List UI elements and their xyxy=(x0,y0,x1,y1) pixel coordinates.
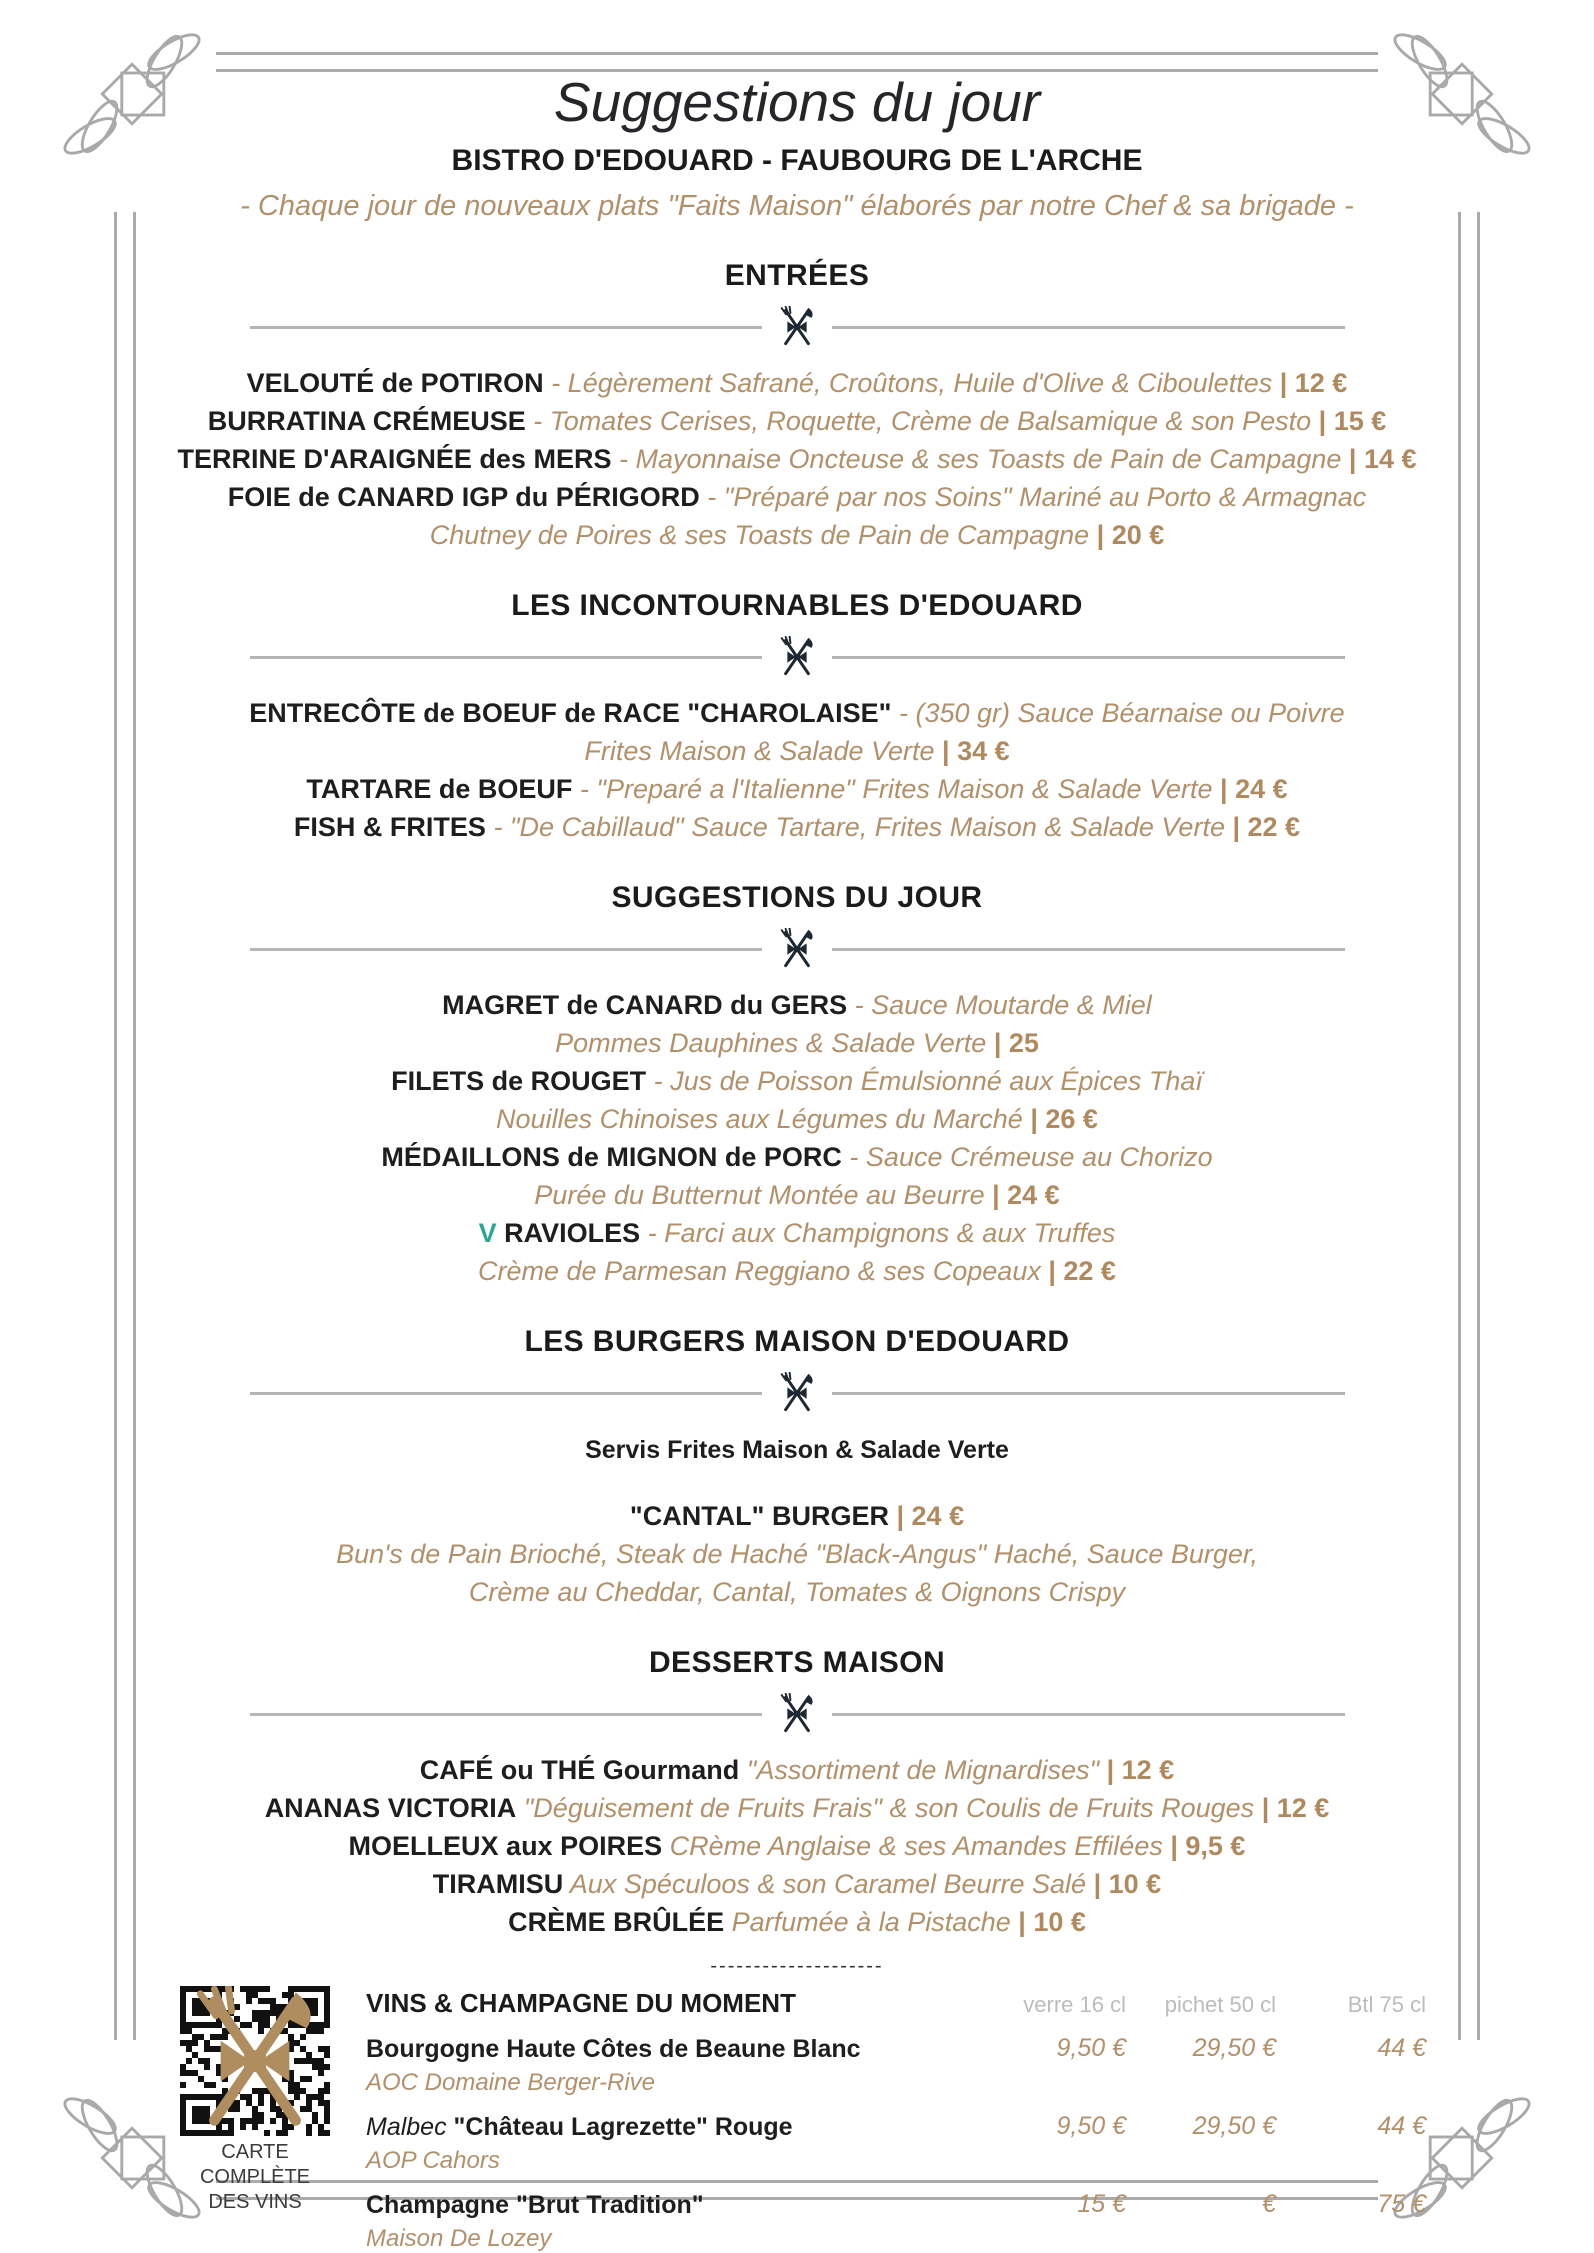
menu-item-line xyxy=(150,1430,1444,1469)
menu-text-segment: FILETS de ROUGET xyxy=(391,1066,647,1096)
wine-column-headers xyxy=(976,1992,1426,2018)
menu-text-segment: | 9,5 € xyxy=(1162,1831,1246,1861)
wine-prices xyxy=(976,2190,1426,2253)
menu-text-segment: - "Préparé par nos Soins" Mariné au Porto & Armagnac xyxy=(699,482,1367,512)
menu-item-line xyxy=(150,1751,1444,1789)
wine-price: 75 € xyxy=(1377,2190,1426,2218)
section-heading: ENTRÉES xyxy=(724,259,870,292)
menu-text-segment: Chutney de Poires & ses Toasts de Pain de Campagne xyxy=(429,520,1090,550)
menu-text-segment: MAGRET de CANARD du GERS xyxy=(442,990,848,1020)
menu-text-segment: | 26 € xyxy=(1022,1104,1098,1134)
qr-caption xyxy=(174,2140,336,2215)
menu-text-segment: Pommes Dauphines & Salade Verte xyxy=(555,1028,987,1058)
menu-section xyxy=(150,1645,1444,1941)
menu-text-segment: VELOUTÉ de POTIRON xyxy=(246,368,544,398)
wine-price: 29,50 € xyxy=(1192,2034,1276,2062)
menu-item-line xyxy=(150,1024,1444,1062)
section-divider xyxy=(250,1370,1345,1416)
menu-text-segment: ENTRECÔTE de BOEUF de RACE "CHAROLAISE" xyxy=(249,698,892,728)
section-heading: DESSERTS MAISON xyxy=(648,1646,946,1679)
menu-item-line xyxy=(150,1252,1444,1290)
menu-text-segment: - "De Cabillaud" Sauce Tartare, Frites Maison & Salade Verte xyxy=(485,812,1225,842)
crossed-cutlery-icon xyxy=(776,636,818,678)
menu-text-segment: CRÈME BRÛLÉE xyxy=(508,1907,725,1937)
crossed-cutlery-icon xyxy=(776,1372,818,1414)
page-title: Suggestions du jour xyxy=(553,71,1041,133)
menu-text-segment: MÉDAILLONS de MIGNON de PORC xyxy=(381,1142,842,1172)
menu-item-segments xyxy=(249,698,1344,728)
menu-item-segments xyxy=(585,1434,1009,1464)
menu-text-segment: Crème de Parmesan Reggiano & ses Copeaux xyxy=(478,1256,1041,1286)
menu-item-line xyxy=(150,1573,1444,1611)
section-heading: LES INCONTOURNABLES D'EDOUARD xyxy=(511,589,1083,622)
menu-text-segment: | 14 € xyxy=(1341,444,1417,474)
wine-appellation: AOP Cahors xyxy=(366,2147,500,2174)
wine-price: 15 € xyxy=(1077,2190,1126,2218)
menu-text-segment: | 34 € xyxy=(934,736,1010,766)
menu-item-segments xyxy=(306,774,1287,804)
wine-price: 9,50 € xyxy=(1056,2112,1126,2140)
menu-item-segments xyxy=(478,1256,1116,1286)
menu-item-line xyxy=(150,770,1444,808)
separator-dashes: -------------------- xyxy=(710,1955,884,1977)
wine-info xyxy=(366,2034,976,2097)
wine-column-header: pichet 50 cl xyxy=(1164,1992,1276,2017)
menu-text-segment: | 24 € xyxy=(1212,774,1288,804)
menu-text-segment: TARTARE de BOEUF xyxy=(306,774,573,804)
menu-item-segments xyxy=(228,482,1367,512)
menu-text-segment: | 12 € xyxy=(1254,1793,1330,1823)
menu-item-line xyxy=(150,1138,1444,1176)
wine-row xyxy=(366,2112,1426,2175)
menu-item-line xyxy=(150,986,1444,1024)
menu-item-segments xyxy=(391,1066,1203,1096)
qr-cutlery-logo-icon xyxy=(180,1986,330,2136)
menu-text-segment: Bun's de Pain Brioché, Steak de Haché "Black-Angus" Haché, Sauce Burger, xyxy=(336,1539,1258,1569)
wine-column-header: Btl 75 cl xyxy=(1347,1992,1426,2017)
menu-text-segment: - Mayonnaise Oncteuse & ses Toasts de Pain de Campagne xyxy=(611,444,1342,474)
menu-item-line xyxy=(150,732,1444,770)
section-divider xyxy=(250,304,1345,350)
menu-item-segments xyxy=(433,1869,1161,1899)
menu-text-segment: - Légèrement Safrané, Croûtons, Huile d'Olive & Ciboulettes xyxy=(543,368,1273,398)
menu-item-line xyxy=(150,1903,1444,1941)
menu-item-segments xyxy=(508,1907,1086,1937)
menu-text-segment: BURRATINA CRÉMEUSE xyxy=(207,406,526,436)
menu-text-segment: Frites Maison & Salade Verte xyxy=(584,736,935,766)
section-items xyxy=(150,1751,1444,1941)
menu-text-segment: CRème Anglaise & ses Amandes Effilées xyxy=(662,1831,1163,1861)
divider-line xyxy=(250,1392,763,1395)
menu-text-segment: Crème au Cheddar, Cantal, Tomates & Oignons Crispy xyxy=(468,1577,1126,1607)
menu-item-line xyxy=(150,1100,1444,1138)
section-divider xyxy=(250,926,1345,972)
menu-section xyxy=(150,880,1444,1290)
menu-text-segment: MOELLEUX aux POIRES xyxy=(348,1831,663,1861)
wine-row xyxy=(366,2190,1426,2253)
section-divider xyxy=(250,634,1345,680)
menu-section xyxy=(150,1324,1444,1611)
menu-text-segment: | 10 € xyxy=(1086,1869,1162,1899)
crossed-cutlery-icon xyxy=(776,306,818,348)
menu-item-line xyxy=(150,1497,1444,1535)
menu-text-segment: | 10 € xyxy=(1010,1907,1086,1937)
menu-text-segment: - Jus de Poisson Émulsionné aux Épices Thaï xyxy=(646,1066,1203,1096)
menu-item-segments xyxy=(177,444,1416,474)
wine-prices xyxy=(976,2034,1426,2097)
menu-text-segment: V xyxy=(478,1218,505,1248)
menu-item-segments xyxy=(381,1142,1212,1172)
menu-item-segments xyxy=(555,1028,1039,1058)
wine-heading: VINS & CHAMPAGNE DU MOMENT xyxy=(366,1988,796,2018)
menu-item-line xyxy=(150,1535,1444,1573)
menu-text-segment: "Assortiment de Mignardises" xyxy=(739,1755,1100,1785)
menu-text-segment: - Sauce Crémeuse au Chorizo xyxy=(841,1142,1213,1172)
menu-item-segments xyxy=(247,368,1348,398)
frame-border-right xyxy=(1458,212,1480,2040)
menu-item-segments xyxy=(630,1501,964,1531)
menu-item-segments xyxy=(584,736,1009,766)
section-items xyxy=(150,364,1444,554)
section-items xyxy=(150,1430,1444,1611)
menu-item-line xyxy=(150,364,1444,402)
section-items xyxy=(150,986,1444,1290)
menu-text-segment: TIRAMISU xyxy=(432,1869,564,1899)
section-divider xyxy=(250,1691,1345,1737)
wine-name xyxy=(366,2112,976,2142)
wine-name xyxy=(366,2190,976,2220)
menu-item-segments xyxy=(294,812,1300,842)
menu-text-segment: ANANAS VICTORIA xyxy=(264,1793,517,1823)
menu-text-segment: FISH & FRITES xyxy=(293,812,486,842)
divider-line xyxy=(832,948,1345,951)
divider-line xyxy=(250,656,763,659)
menu-item-segments xyxy=(442,990,1152,1020)
menu-item-line xyxy=(150,1176,1444,1214)
menu-text-segment: - (350 gr) Sauce Béarnaise ou Poivre xyxy=(891,698,1345,728)
menu-section xyxy=(150,258,1444,554)
wine-info xyxy=(366,2112,976,2175)
menu-item-line xyxy=(150,1789,1444,1827)
menu-item-segments xyxy=(208,406,1387,436)
menu-text-segment: | 12 € xyxy=(1272,368,1348,398)
menu-item-segments xyxy=(336,1539,1258,1569)
crossed-cutlery-icon xyxy=(776,1693,818,1735)
wine-name xyxy=(366,2034,976,2064)
divider-line xyxy=(832,1713,1345,1716)
menu-item-segments xyxy=(430,520,1165,550)
menu-content xyxy=(150,56,1444,2253)
wine-price: 9,50 € xyxy=(1056,2034,1126,2062)
menu-text-segment: | 12 € xyxy=(1099,1755,1175,1785)
wine-appellation: AOC Domaine Berger-Rive xyxy=(366,2069,655,2096)
wine-section xyxy=(150,1982,1444,2253)
menu-item-line xyxy=(150,1062,1444,1100)
wine-name-segment: Malbec xyxy=(366,2113,454,2141)
menu-item-line xyxy=(150,694,1444,732)
menu-text-segment: - "Preparé a l'Italienne" Frites Maison & Salade Verte xyxy=(572,774,1213,804)
wine-qr-code xyxy=(180,1986,330,2136)
wine-name-segment: "Château Lagrezette" Rouge xyxy=(453,2113,793,2141)
frame-border-left xyxy=(114,212,136,2040)
menu-item-segments xyxy=(496,1104,1098,1134)
menu-item-line xyxy=(150,1214,1444,1252)
menu-item-line xyxy=(150,1827,1444,1865)
qr-caption-line2: DES VINS xyxy=(208,2191,302,2213)
wine-appellation: Maison De Lozey xyxy=(366,2225,552,2252)
menu-text-segment: | 25 xyxy=(986,1028,1039,1058)
divider-line xyxy=(250,1713,763,1716)
wine-rows xyxy=(366,2034,1426,2253)
menu-text-segment: Parfumée à la Pistache xyxy=(724,1907,1011,1937)
divider-line xyxy=(832,326,1345,329)
menu-text-segment: FOIE de CANARD IGP du PÉRIGORD xyxy=(227,482,700,512)
menu-text-segment: | 24 € xyxy=(888,1501,965,1531)
menu-item-segments xyxy=(479,1218,1116,1248)
menu-text-segment: CAFÉ ou THÉ Gourmand xyxy=(419,1755,740,1785)
restaurant-name: BISTRO D'EDOUARD - FAUBOURG DE L'ARCHE xyxy=(451,144,1143,177)
section-items xyxy=(150,694,1444,846)
menu-item-line xyxy=(150,402,1444,440)
wine-price: 29,50 € xyxy=(1192,2112,1276,2140)
divider-line xyxy=(250,948,763,951)
menu-sections xyxy=(150,258,1444,1941)
wine-row xyxy=(366,2034,1426,2097)
wine-name-segment: Champagne "Brut Tradition" xyxy=(366,2191,704,2219)
menu-item-segments xyxy=(349,1831,1246,1861)
wine-price: € xyxy=(1262,2190,1276,2218)
divider-line xyxy=(250,326,763,329)
menu-text-segment: TERRINE D'ARAIGNÉE des MERS xyxy=(177,444,612,474)
menu-item-line xyxy=(150,478,1444,516)
menu-item-segments xyxy=(265,1793,1330,1823)
menu-text-segment: RAVIOLES xyxy=(504,1218,641,1248)
menu-text-segment: Aux Spéculoos & son Caramel Beurre Salé xyxy=(563,1869,1087,1899)
wine-header-row xyxy=(366,1988,1426,2019)
menu-item-line xyxy=(150,440,1444,478)
menu-text-segment: - Farci aux Champignons & aux Truffes xyxy=(640,1218,1116,1248)
wine-table xyxy=(366,1982,1426,2253)
wine-column-header: verre 16 cl xyxy=(1023,1992,1126,2017)
menu-text-segment: - Tomates Cerises, Roquette, Crème de Balsamique & son Pesto xyxy=(525,406,1312,436)
menu-item-segments xyxy=(534,1180,1059,1210)
section-heading: LES BURGERS MAISON D'EDOUARD xyxy=(524,1325,1070,1358)
menu-item-line xyxy=(150,808,1444,846)
menu-text-segment: | 22 € xyxy=(1040,1256,1116,1286)
menu-section xyxy=(150,588,1444,846)
menu-text-segment: | 22 € xyxy=(1224,812,1301,842)
menu-text-segment: Purée du Butternut Montée au Beurre xyxy=(534,1180,985,1210)
menu-text-segment: | 15 € xyxy=(1311,406,1387,436)
menu-text-segment: - Sauce Moutarde & Miel xyxy=(847,990,1152,1020)
menu-text-segment: | 20 € xyxy=(1089,520,1165,550)
menu-item-line xyxy=(150,516,1444,554)
menu-text-segment: | 24 € xyxy=(984,1180,1060,1210)
menu-text-segment: "CANTAL" BURGER xyxy=(629,1501,889,1531)
section-heading: SUGGESTIONS DU JOUR xyxy=(611,881,983,914)
menu-item-segments xyxy=(420,1755,1174,1785)
wine-prices xyxy=(976,2112,1426,2175)
divider-line xyxy=(832,1392,1345,1395)
wine-price: 44 € xyxy=(1377,2112,1426,2140)
wine-price: 44 € xyxy=(1377,2034,1426,2062)
qr-caption-line1: CARTE COMPLÈTE xyxy=(199,2141,311,2188)
crossed-cutlery-icon xyxy=(776,928,818,970)
tagline: - Chaque jour de nouveaux plats "Faits Maison" élaborés par notre Chef & sa brigade - xyxy=(240,190,1354,222)
wine-name-segment: Bourgogne Haute Côtes de Beaune Blanc xyxy=(366,2035,861,2063)
menu-item-line xyxy=(150,1865,1444,1903)
wine-qr-block xyxy=(174,1982,336,2253)
menu-item-segments xyxy=(469,1577,1125,1607)
menu-text-segment: Nouilles Chinoises aux Légumes du Marché xyxy=(496,1104,1023,1134)
menu-text-segment: "Déguisement de Fruits Frais" & son Coulis de Fruits Rouges xyxy=(516,1793,1255,1823)
divider-line xyxy=(832,656,1345,659)
wine-info xyxy=(366,2190,976,2253)
menu-text-segment: Servis Frites Maison & Salade Verte xyxy=(585,1436,1009,1464)
